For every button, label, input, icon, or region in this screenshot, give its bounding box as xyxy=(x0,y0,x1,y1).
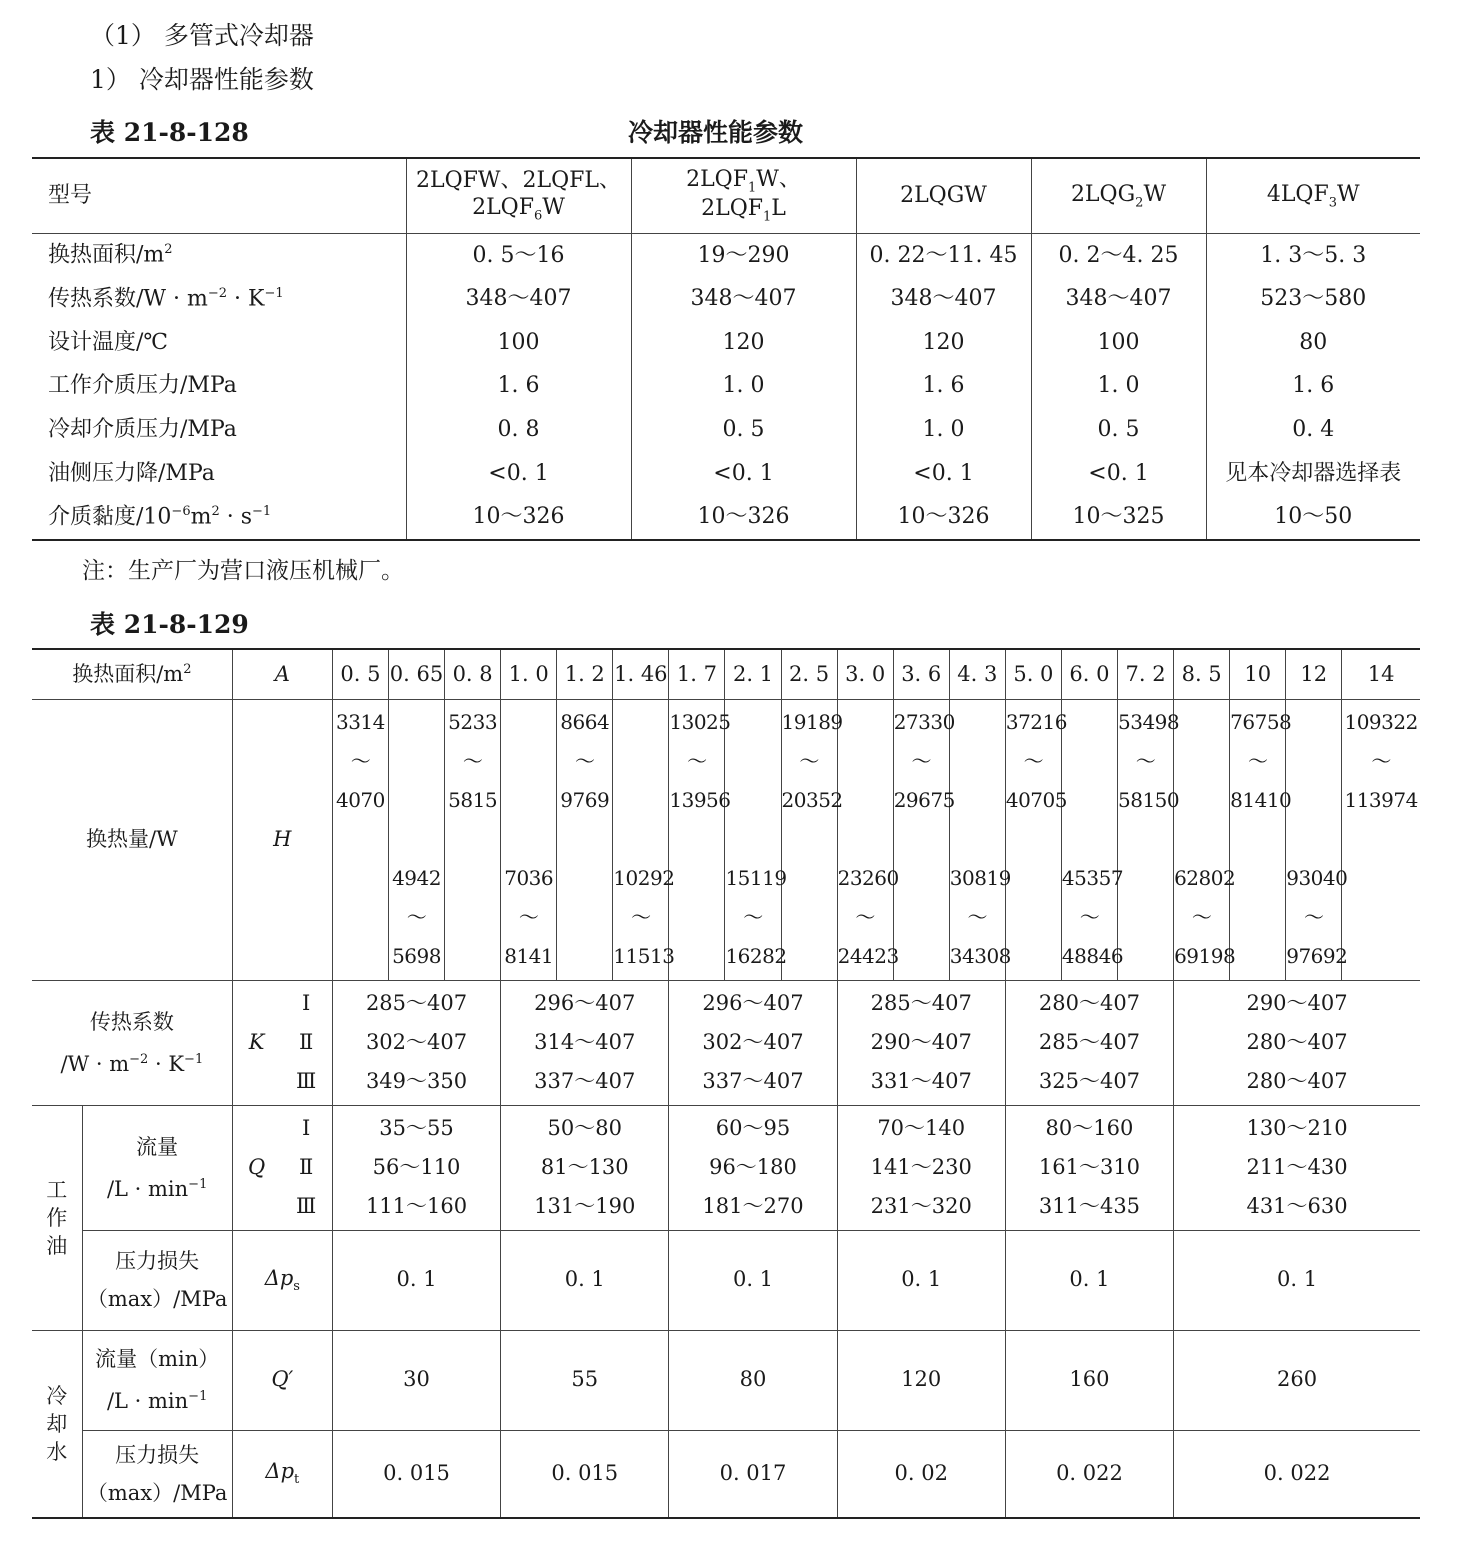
table-cell: 1. 3～5. 3 xyxy=(1206,234,1420,278)
row-label: 传热系数$/W \cdot m^{-2} \cdot K^{-1}$ xyxy=(48,286,284,312)
table-cell: 0. 5 xyxy=(1031,408,1206,452)
table-cell: 523～580 xyxy=(1206,278,1420,322)
k-label: 传热系数 $/W \cdot m^{-2} \cdot K^{-1}$ xyxy=(32,980,232,1105)
heat-cell: 27330 ～ 29675 xyxy=(893,699,949,980)
dpt-cell: 0. 015 xyxy=(332,1430,500,1518)
table-cell: 1. 0 xyxy=(856,408,1031,452)
k-symbol: K xyxy=(232,980,280,1105)
table-cell: 348～407 xyxy=(1031,278,1206,322)
table-cell: 19～290 xyxy=(631,234,856,278)
heat-cell: 62802 ～ 69198 xyxy=(1174,699,1230,980)
q-symbol: Q xyxy=(232,1105,280,1230)
area-cell: 1. 46 xyxy=(613,649,669,699)
cooler-performance-table xyxy=(32,157,1420,541)
dps-cell: 0. 1 xyxy=(1174,1230,1420,1330)
heat-cell: 4942 ～ 5698 xyxy=(388,699,444,980)
wq-cell: 120 xyxy=(837,1330,1005,1430)
model-header-1: 2LQFW、2LQFL、 $2LQF_6W$ xyxy=(406,158,631,234)
table-cell: 10～325 xyxy=(1031,496,1206,541)
area-cell: 3. 6 xyxy=(893,649,949,699)
water-flow-label: 流量（min） $/L \cdot \min^{-1}$ xyxy=(82,1330,232,1430)
heat-cell: 13025 ～ 13956 xyxy=(669,699,725,980)
table-row xyxy=(32,321,1420,365)
dps-cell: 0. 1 xyxy=(669,1230,837,1330)
table-cell: 0. 5 xyxy=(631,408,856,452)
area-row xyxy=(32,649,1420,699)
dps-symbol: $\Delta p_s$ xyxy=(232,1230,332,1330)
heat-cell: 19189 ～ 20352 xyxy=(781,699,837,980)
water-flow-row xyxy=(32,1330,1420,1430)
model-label: 型号 xyxy=(32,158,406,234)
table-cell: 120 xyxy=(631,321,856,365)
model-header-5: $4LQF_3W$ xyxy=(1206,158,1420,234)
wq-cell: 80 xyxy=(669,1330,837,1430)
dpt-symbol: $\Delta p_t$ xyxy=(232,1430,332,1518)
heat-label: 换热量/W xyxy=(32,699,232,980)
table1-number: 表 21-8-128 xyxy=(90,118,249,147)
heat-cell: 7036 ～ 8141 xyxy=(501,699,557,980)
heat-cell: 109322 ～ 113974 xyxy=(1342,699,1420,980)
table-cell: <0. 1 xyxy=(406,452,631,496)
table-row xyxy=(32,365,1420,409)
area-cell: 14 xyxy=(1342,649,1420,699)
dpt-cell: 0. 02 xyxy=(837,1430,1005,1518)
table1-title: 冷却器性能参数 xyxy=(628,118,804,147)
table-cell: 10～50 xyxy=(1206,496,1420,541)
row-label: 介质黏度$/10^{-6}m^2 \cdot s^{-1}$ xyxy=(48,504,272,530)
row-label: 换热面积$/m^2$ xyxy=(48,242,173,268)
table-cell: 10～326 xyxy=(631,496,856,541)
heat-cell: 30819 ～ 34308 xyxy=(949,699,1005,980)
wq-cell: 30 xyxy=(332,1330,500,1430)
row-label: 冷却介质压力/MPa xyxy=(48,416,237,442)
oil-flow-row xyxy=(32,1105,1420,1230)
q-group: 70～140 141～230 231～320 xyxy=(837,1105,1005,1230)
row-label: 油侧压力降/MPa xyxy=(48,460,215,486)
k-group: 296～407 314～407 337～407 xyxy=(501,980,669,1105)
row-label: 设计温度/℃ xyxy=(48,329,169,355)
heat-cell: 45357 ～ 48846 xyxy=(1061,699,1117,980)
table-cell: 1. 0 xyxy=(1031,365,1206,409)
q-group: 130～210 211～430 431～630 xyxy=(1174,1105,1420,1230)
heat-row xyxy=(32,699,1420,980)
model-header-4: $2LQG_2W$ xyxy=(1031,158,1206,234)
heat-cell: 5233 ～ 5815 xyxy=(445,699,501,980)
area-cell: 0. 65 xyxy=(388,649,444,699)
table-cell: 0. 4 xyxy=(1206,408,1420,452)
table-cell: 10～326 xyxy=(856,496,1031,541)
area-cell: 7. 2 xyxy=(1118,649,1174,699)
oil-flow-label: 流量 $/L \cdot \min^{-1}$ xyxy=(82,1105,232,1230)
q-grades: Ⅰ Ⅱ Ⅲ xyxy=(280,1105,332,1230)
k-row xyxy=(32,980,1420,1105)
table-row xyxy=(32,496,1420,541)
table-cell: 10～326 xyxy=(406,496,631,541)
heat-cell: 93040 ～ 97692 xyxy=(1286,699,1342,980)
heat-cell: 23260 ～ 24423 xyxy=(837,699,893,980)
table-cell: 80 xyxy=(1206,321,1420,365)
table-cell: 100 xyxy=(1031,321,1206,365)
wq-cell: 55 xyxy=(501,1330,669,1430)
area-cell: 8. 5 xyxy=(1174,649,1230,699)
k-grades: Ⅰ Ⅱ Ⅲ xyxy=(280,980,332,1105)
k-group: 290～407 280～407 280～407 xyxy=(1174,980,1420,1105)
wq-symbol: Q′ xyxy=(232,1330,332,1430)
heat-symbol: H xyxy=(232,699,332,980)
table-cell: <0. 1 xyxy=(856,452,1031,496)
dps-cell: 0. 1 xyxy=(332,1230,500,1330)
area-cell: 0. 8 xyxy=(445,649,501,699)
table-cell: <0. 1 xyxy=(1031,452,1206,496)
heat-cell: 10292 ～ 11513 xyxy=(613,699,669,980)
table-cell: 348～407 xyxy=(406,278,631,322)
k-group: 285～407 290～407 331～407 xyxy=(837,980,1005,1105)
table-cell: 0. 8 xyxy=(406,408,631,452)
area-symbol: A xyxy=(232,649,332,699)
heat-cell: 15119 ～ 16282 xyxy=(725,699,781,980)
water-loss-row xyxy=(32,1430,1420,1518)
area-cell: 2. 5 xyxy=(781,649,837,699)
table-cell: 348～407 xyxy=(631,278,856,322)
area-cell: 5. 0 xyxy=(1005,649,1061,699)
heat-cell: 8664 ～ 9769 xyxy=(557,699,613,980)
k-group: 285～407 302～407 349～350 xyxy=(332,980,500,1105)
table-cell: <0. 1 xyxy=(631,452,856,496)
area-cell: 10 xyxy=(1230,649,1286,699)
heat-cell: 37216 ～ 40705 xyxy=(1005,699,1061,980)
area-cell: 4. 3 xyxy=(949,649,1005,699)
dps-cell: 0. 1 xyxy=(837,1230,1005,1330)
table-row xyxy=(32,408,1420,452)
dpt-cell: 0. 017 xyxy=(669,1430,837,1518)
table-row xyxy=(32,278,1420,322)
heat-cell: 3314 ～ 4070 xyxy=(332,699,388,980)
table-row xyxy=(32,234,1420,278)
subsection-heading: 1） 冷却器性能参数 xyxy=(90,65,314,94)
q-group: 80～160 161～310 311～435 xyxy=(1005,1105,1173,1230)
heat-cell: 53498 ～ 58150 xyxy=(1118,699,1174,980)
area-cell: 2. 1 xyxy=(725,649,781,699)
area-cell: 6. 0 xyxy=(1061,649,1117,699)
area-cell: 1. 0 xyxy=(501,649,557,699)
dps-cell: 0. 1 xyxy=(1005,1230,1173,1330)
water-loss-label: 压力损失 （max）/MPa xyxy=(82,1430,232,1518)
dpt-cell: 0. 022 xyxy=(1174,1430,1420,1518)
dpt-cell: 0. 022 xyxy=(1005,1430,1173,1518)
table1-note: 注：生产厂为营口液压机械厂。 xyxy=(82,558,404,584)
table-header-row xyxy=(32,158,1420,234)
model-header-2: $2LQF_1W$、 $2LQF_1L$ xyxy=(631,158,856,234)
table-cell: 0. 5～16 xyxy=(406,234,631,278)
q-group: 35～55 56～110 111～160 xyxy=(332,1105,500,1230)
q-group: 60～95 96～180 181～270 xyxy=(669,1105,837,1230)
table-cell: 0. 22～11. 45 xyxy=(856,234,1031,278)
oil-loss-row xyxy=(32,1230,1420,1330)
model-header-3: 2LQGW xyxy=(856,158,1031,234)
dpt-cell: 0. 015 xyxy=(501,1430,669,1518)
k-group: 280～407 285～407 325～407 xyxy=(1005,980,1173,1105)
row-label: 工作介质压力/MPa xyxy=(48,373,237,399)
q-group: 50～80 81～130 131～190 xyxy=(501,1105,669,1230)
table-cell: 100 xyxy=(406,321,631,365)
heat-cell: 76758 ～ 81410 xyxy=(1230,699,1286,980)
k-group: 296～407 302～407 337～407 xyxy=(669,980,837,1105)
table-cell: 见本冷却器选择表 xyxy=(1206,452,1420,496)
table-cell: 348～407 xyxy=(856,278,1031,322)
oil-loss-label: 压力损失 （max）/MPa xyxy=(82,1230,232,1330)
table-cell: 1. 0 xyxy=(631,365,856,409)
section-heading: （1） 多管式冷却器 xyxy=(90,21,314,50)
area-cell: 1. 7 xyxy=(669,649,725,699)
table-cell: 0. 2～4. 25 xyxy=(1031,234,1206,278)
area-cell: 12 xyxy=(1286,649,1342,699)
area-label: 换热面积$/m^2$ xyxy=(72,661,192,686)
area-cell: 1. 2 xyxy=(557,649,613,699)
wq-cell: 260 xyxy=(1174,1330,1420,1430)
table-cell: 1. 6 xyxy=(406,365,631,409)
dps-cell: 0. 1 xyxy=(501,1230,669,1330)
table-cell: 120 xyxy=(856,321,1031,365)
oil-group-label: 工 作 油 xyxy=(32,1105,82,1330)
water-group-label: 冷 却 水 xyxy=(32,1330,82,1518)
table-cell: 1. 6 xyxy=(856,365,1031,409)
area-cell: 0. 5 xyxy=(332,649,388,699)
cooler-selection-table xyxy=(32,648,1420,1519)
table-cell: 1. 6 xyxy=(1206,365,1420,409)
table2-number: 表 21-8-129 xyxy=(90,610,249,639)
table-row xyxy=(32,452,1420,496)
wq-cell: 160 xyxy=(1005,1330,1173,1430)
area-cell: 3. 0 xyxy=(837,649,893,699)
